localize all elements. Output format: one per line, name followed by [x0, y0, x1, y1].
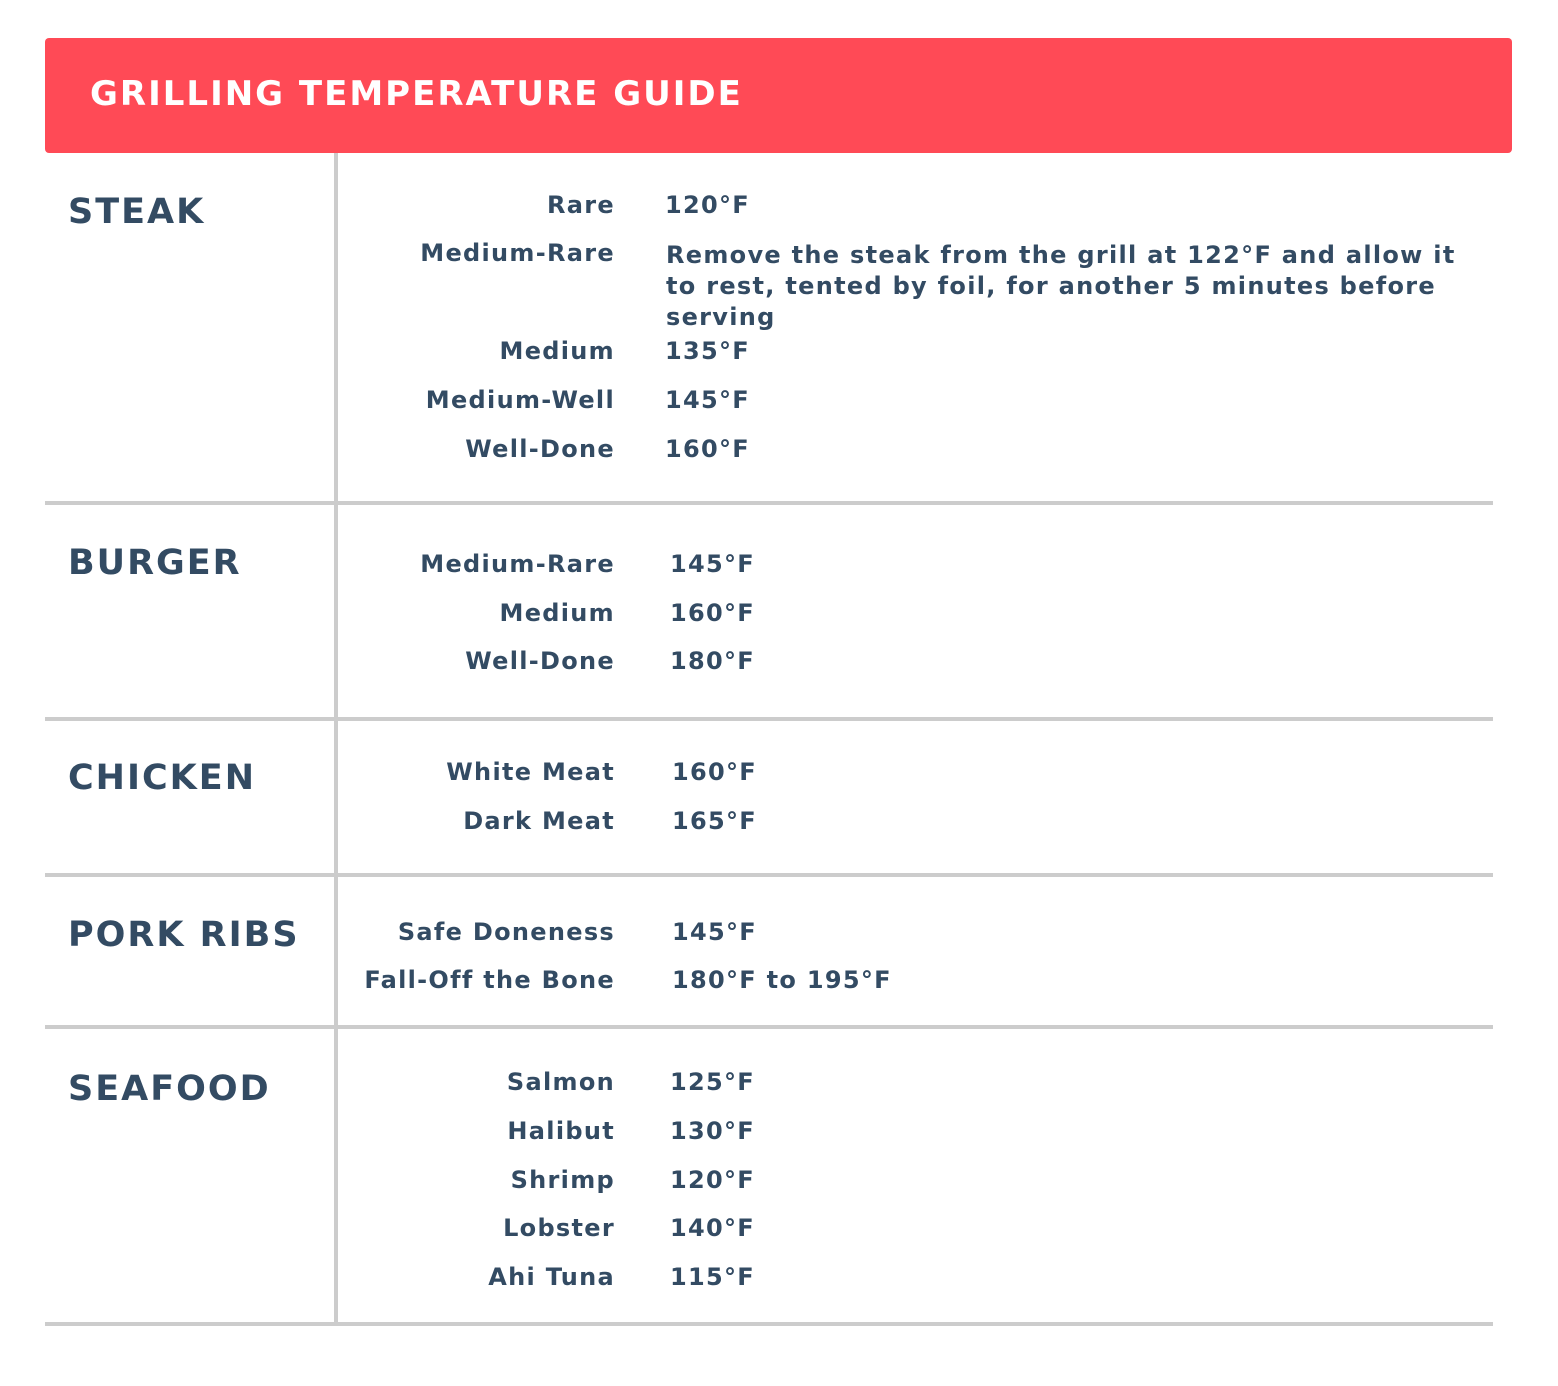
doneness-label: Salmon	[506, 1068, 615, 1096]
doneness-label: Well-Done	[465, 435, 615, 463]
doneness-label: Fall-Off the Bone	[364, 966, 615, 994]
category-chicken: CHICKEN	[68, 758, 257, 798]
category-seafood: SEAFOOD	[68, 1069, 271, 1109]
category-pork-ribs: PORK RIBS	[68, 915, 300, 955]
doneness-label: Rare	[547, 191, 615, 219]
doneness-label: Medium-Rare	[420, 239, 615, 267]
temperature-value: 180°F	[670, 647, 755, 675]
temperature-value: 130°F	[670, 1117, 755, 1145]
temperature-note: Remove the steak from the grill at 122°F and allow it to rest, tented by foil, for another 5 minutes before serving	[666, 241, 1456, 331]
temperature-value: 120°F	[665, 191, 750, 219]
temperature-value: 115°F	[670, 1263, 755, 1291]
page-title: GRILLING TEMPERATURE GUIDE	[90, 74, 743, 114]
temperature-value: 145°F	[670, 550, 755, 578]
doneness-label: Medium	[499, 599, 615, 627]
temperature-value: 145°F	[672, 918, 757, 946]
doneness-label: Medium-Rare	[420, 550, 615, 578]
category-burger: BURGER	[68, 543, 242, 583]
temperature-value: 180°F to 195°F	[672, 966, 892, 994]
temperature-value: 120°F	[670, 1166, 755, 1194]
doneness-label: Lobster	[503, 1214, 615, 1242]
doneness-label: Dark Meat	[463, 807, 615, 835]
temperature-value: 145°F	[665, 386, 750, 414]
doneness-label: Ahi Tuna	[488, 1263, 615, 1291]
category-steak: STEAK	[68, 192, 206, 232]
doneness-label: Halibut	[507, 1117, 615, 1145]
doneness-label: Medium	[499, 337, 615, 365]
doneness-label: Well-Done	[465, 647, 615, 675]
temperature-value: 125°F	[670, 1068, 755, 1096]
temperature-value: 140°F	[670, 1214, 755, 1242]
title-banner	[45, 38, 1512, 153]
column-divider	[334, 153, 338, 1326]
section-divider	[45, 1025, 1493, 1029]
doneness-label: White Meat	[446, 758, 615, 786]
doneness-label: Safe Doneness	[397, 918, 615, 946]
doneness-label: Shrimp	[510, 1166, 615, 1194]
temperature-value: 135°F	[665, 337, 750, 365]
section-divider	[45, 1322, 1493, 1326]
section-divider	[45, 873, 1493, 877]
section-divider	[45, 717, 1493, 721]
temperature-value: 160°F	[670, 599, 755, 627]
temperature-value: 165°F	[672, 807, 757, 835]
doneness-label: Medium-Well	[425, 386, 615, 414]
temperature-value: 160°F	[665, 435, 750, 463]
temperature-value: 160°F	[672, 758, 757, 786]
section-divider	[45, 501, 1493, 505]
